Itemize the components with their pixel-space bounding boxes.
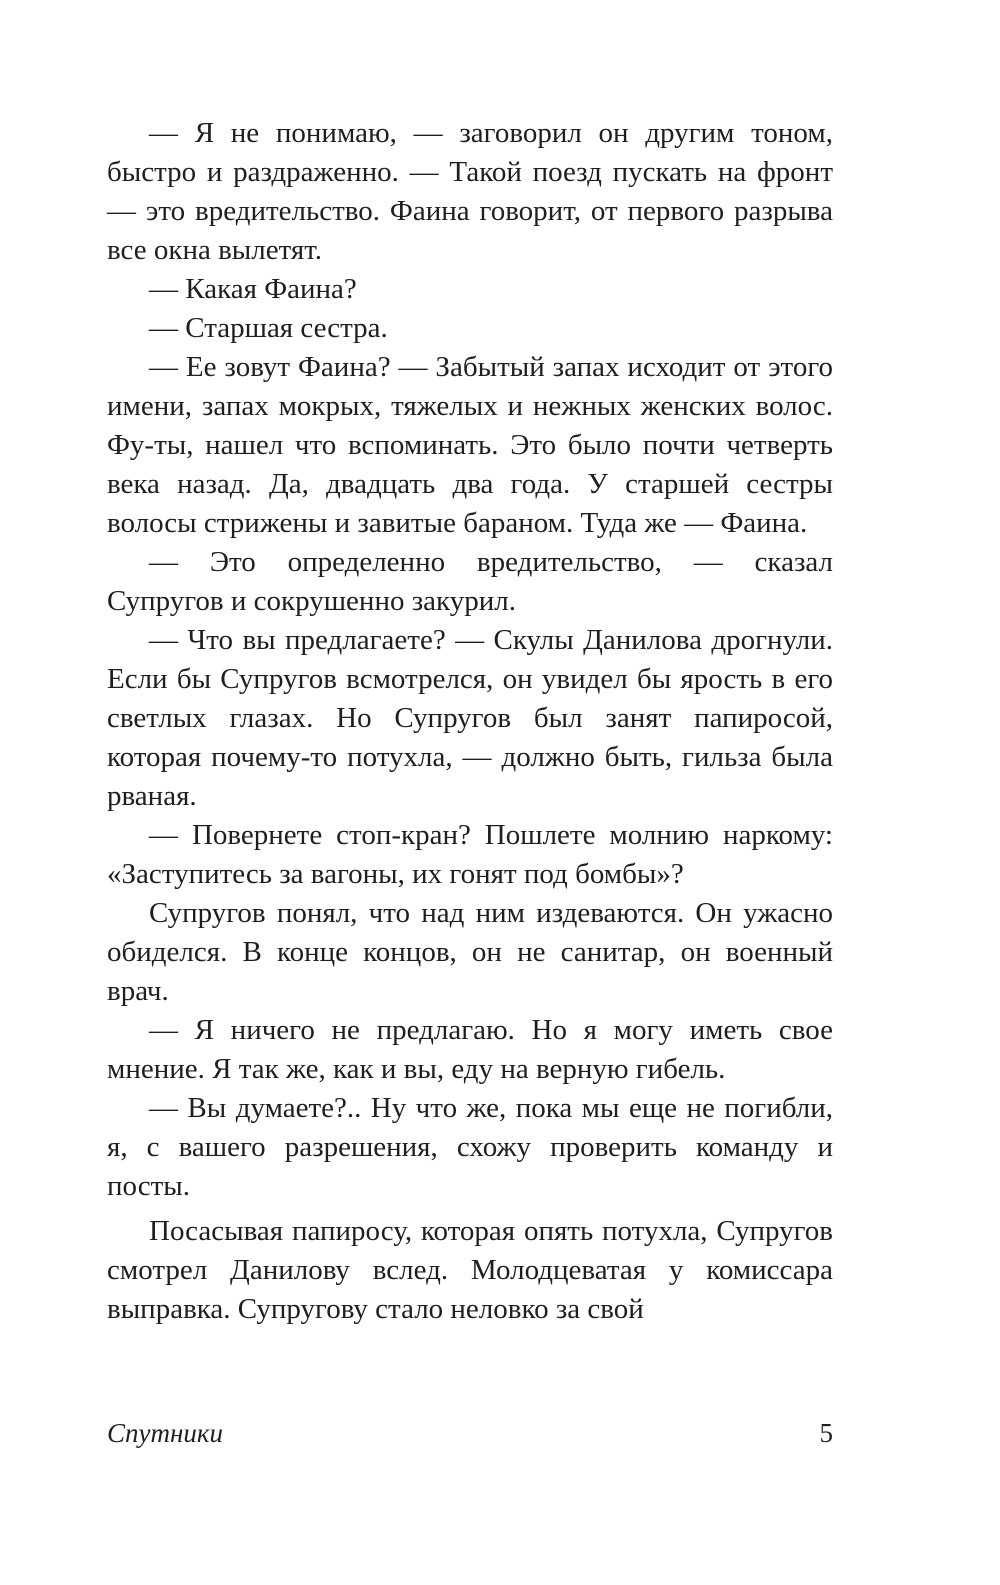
paragraph: — Ее зовут Фаина? — Забытый запах исходит от этого имени, запах мокрых, тяжелых и нежных женских волос. Фу-ты, нашел что вспоминать. Это было почти четверть века назад. Да, двадцать два года. У старшей сестры волосы стрижены и завитые бараном. Туда же — Фаина.: [107, 351, 833, 539]
page-number: 5: [819, 1418, 833, 1448]
paragraph: Посасывая папиросу, которая опять потухла, Супругов смотрел Данилову вслед. Молодцеватая у комиссара выправка. Супругову стало неловко за свой: [107, 1215, 833, 1325]
paragraph: — Что вы предлагаете? — Скулы Данилова дрогнули. Если бы Супругов всмотрелся, он увидел бы ярость в его светлых глазах. Но Супругов был занят папиросой, которая почему-то потухла, — должно быть, гильза была рваная.: [107, 624, 833, 812]
paragraph: — Старшая сестра.: [149, 312, 388, 344]
body-text: [107, 114, 833, 1329]
paragraph: — Я ничего не предлагаю. Но я могу иметь свое мнение. Я так же, как и вы, еду на верную гибель.: [107, 1014, 833, 1085]
running-title: Спутники: [107, 1418, 224, 1448]
paragraph: — Это определенно вредительство, — сказал Супругов и сокрушенно закурил.: [107, 546, 833, 617]
page-footer: [107, 1413, 833, 1453]
paragraph: — Какая Фаина?: [149, 273, 357, 305]
paragraph: — Я не понимаю, — заговорил он другим тоном, быстро и раздраженно. — Такой поезд пускать на фронт — это вредительство. Фаина говорит, от первого разрыва все окна вылетят.: [107, 117, 833, 266]
paragraph: — Вы думаете?.. Ну что же, пока мы еще не погибли, я, с вашего разрешения, схожу проверить команду и посты.: [107, 1092, 833, 1202]
paragraph: Супругов понял, что над ним издеваются. Он ужасно обиделся. В конце концов, он не санитар, он военный врач.: [107, 897, 833, 1007]
paragraph: — Повернете стоп-кран? Пошлете молнию наркому: «Заступитесь за вагоны, их гонят под бомбы»?: [107, 819, 833, 890]
